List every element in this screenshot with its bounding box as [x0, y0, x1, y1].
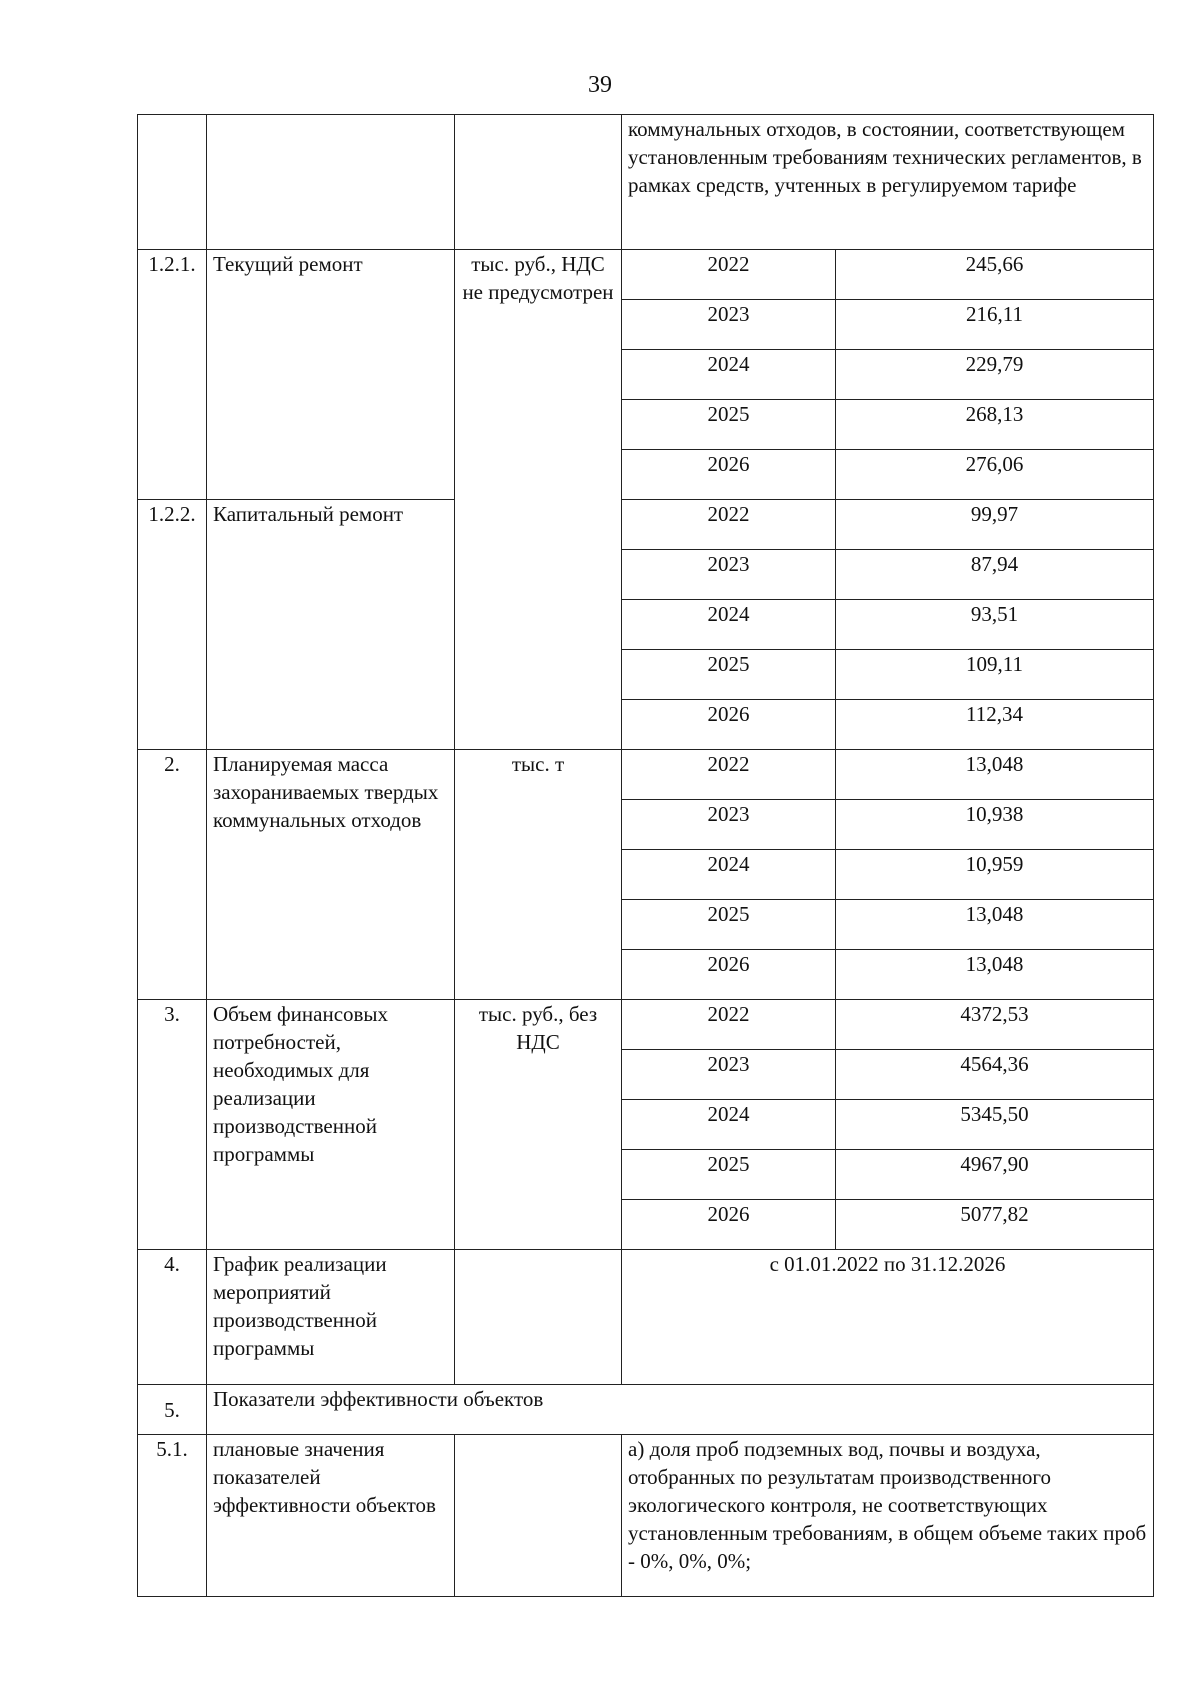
- table-row: [138, 250, 1154, 300]
- table-row: [138, 1385, 1154, 1435]
- year-cell: 2024: [622, 600, 836, 650]
- value-cell: 4967,90: [836, 1150, 1154, 1200]
- year-cell: 2024: [622, 350, 836, 400]
- value-cell: 216,11: [836, 300, 1154, 350]
- year-cell: 2022: [622, 250, 836, 300]
- year-cell: 2023: [622, 550, 836, 600]
- year-cell: 2023: [622, 1050, 836, 1100]
- item-name: Объем финансовых потребностей, необходимых для реализации производственной программы: [207, 1000, 455, 1250]
- item-number: 5.1.: [138, 1435, 207, 1597]
- year-cell: 2025: [622, 900, 836, 950]
- year-cell: 2025: [622, 1150, 836, 1200]
- value-cell: 5345,50: [836, 1100, 1154, 1150]
- table-row: [138, 500, 1154, 550]
- value-cell: 4564,36: [836, 1050, 1154, 1100]
- schedule-period: с 01.01.2022 по 31.12.2026: [622, 1250, 1154, 1385]
- year-cell: 2025: [622, 400, 836, 450]
- year-cell: 2023: [622, 800, 836, 850]
- item-number: 1.2.1.: [138, 250, 207, 500]
- continued-description: коммунальных отходов, в состоянии, соответствующем установленным требованиям технических регламентов, в рамках средств, учтенных в регулируемом тарифе: [622, 115, 1154, 250]
- value-cell: 99,97: [836, 500, 1154, 550]
- value-cell: 229,79: [836, 350, 1154, 400]
- value-cell: 13,048: [836, 750, 1154, 800]
- year-cell: 2026: [622, 450, 836, 500]
- value-cell: 10,959: [836, 850, 1154, 900]
- value-cell: 276,06: [836, 450, 1154, 500]
- year-cell: 2026: [622, 700, 836, 750]
- item-name: плановые значения показателей эффективности объектов: [207, 1435, 455, 1597]
- year-cell: 2022: [622, 750, 836, 800]
- name-cell: [207, 115, 455, 250]
- item-number: 2.: [138, 750, 207, 1000]
- table-row: [138, 1435, 1154, 1597]
- value-cell: 245,66: [836, 250, 1154, 300]
- table-row: [138, 1250, 1154, 1385]
- year-cell: 2026: [622, 950, 836, 1000]
- item-number: 1.2.2.: [138, 500, 207, 750]
- table-row: [138, 750, 1154, 800]
- item-number: 3.: [138, 1000, 207, 1250]
- page-number: 39: [588, 72, 612, 98]
- item-number: 5.: [138, 1385, 207, 1435]
- item-name: График реализации мероприятий производственной программы: [207, 1250, 455, 1385]
- unit-cell: [455, 1435, 622, 1597]
- item-number: 4.: [138, 1250, 207, 1385]
- unit-cell: [455, 1250, 622, 1385]
- table-row: [138, 1000, 1154, 1050]
- num-cell: [138, 115, 207, 250]
- year-cell: 2023: [622, 300, 836, 350]
- value-cell: 268,13: [836, 400, 1154, 450]
- item-name: Капитальный ремонт: [207, 500, 455, 750]
- item-name: Текущий ремонт: [207, 250, 455, 500]
- value-cell: 5077,82: [836, 1200, 1154, 1250]
- year-cell: 2024: [622, 850, 836, 900]
- indicator-description: а) доля проб подземных вод, почвы и воздуха, отобранных по результатам производственного экологического контроля, не соответствующих установленным требованиям, в общем объеме таких проб - 0%, 0%, 0%;: [622, 1435, 1154, 1597]
- table-row: [138, 115, 1154, 250]
- value-cell: 4372,53: [836, 1000, 1154, 1050]
- year-cell: 2026: [622, 1200, 836, 1250]
- value-cell: 93,51: [836, 600, 1154, 650]
- year-cell: 2024: [622, 1100, 836, 1150]
- value-cell: 13,048: [836, 950, 1154, 1000]
- value-cell: 87,94: [836, 550, 1154, 600]
- item-unit: тыс. руб., НДС не предусмотрен: [455, 250, 622, 750]
- item-unit: тыс. т: [455, 750, 622, 1000]
- item-unit: тыс. руб., без НДС: [455, 1000, 622, 1250]
- year-cell: 2022: [622, 1000, 836, 1050]
- year-cell: 2022: [622, 500, 836, 550]
- value-cell: 13,048: [836, 900, 1154, 950]
- value-cell: 109,11: [836, 650, 1154, 700]
- value-cell: 112,34: [836, 700, 1154, 750]
- program-table: [137, 114, 1154, 1597]
- value-cell: 10,938: [836, 800, 1154, 850]
- section-heading: Показатели эффективности объектов: [207, 1385, 1154, 1435]
- year-cell: 2025: [622, 650, 836, 700]
- item-name: Планируемая масса захораниваемых твердых коммунальных отходов: [207, 750, 455, 1000]
- unit-cell: [455, 115, 622, 250]
